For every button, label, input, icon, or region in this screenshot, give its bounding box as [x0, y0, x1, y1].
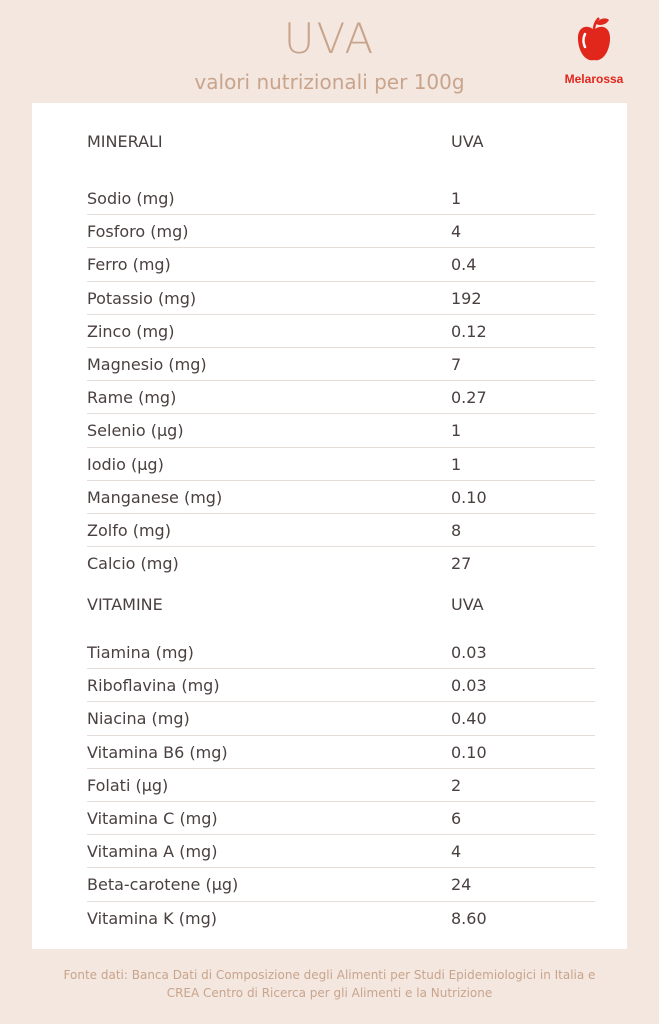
nutrient-name: Zolfo (mg)	[87, 520, 171, 540]
nutrient-name: Vitamina A (mg)	[87, 842, 218, 862]
table-row	[87, 182, 595, 215]
source-note	[20, 966, 639, 1002]
brand-name: Melarossa	[564, 72, 624, 86]
table-row	[87, 248, 595, 281]
nutrient-value: 0.10	[451, 487, 487, 507]
nutrient-name: Tiamina (mg)	[87, 643, 194, 662]
nutrition-table	[32, 103, 627, 949]
table-row	[87, 514, 595, 547]
nutrient-name: Niacina (mg)	[87, 709, 190, 729]
nutrient-value: 2	[451, 775, 462, 795]
source-line-1: Fonte dati: Banca Dati di Composizione degli Alimenti per Studi Epidemiologici in Italia e	[63, 968, 596, 982]
minerals-label: MINERALI	[87, 132, 163, 151]
vitamins-column-label: UVA	[451, 595, 484, 614]
table-row	[87, 547, 595, 579]
nutrient-name: Beta-carotene (µg)	[87, 875, 239, 895]
minerals-header	[87, 126, 595, 156]
nutrient-value: 0.4	[451, 255, 477, 275]
apple-icon	[575, 16, 613, 66]
nutrient-name: Potassio (mg)	[87, 288, 197, 308]
table-row	[87, 381, 595, 414]
nutrient-value: 1	[451, 189, 462, 208]
nutrient-name: Ferro (mg)	[87, 255, 171, 275]
nutrient-name: Vitamina K (mg)	[87, 908, 217, 928]
table-row	[87, 669, 595, 702]
table-row	[87, 448, 595, 481]
table-row	[87, 802, 595, 835]
nutrient-value: 4	[451, 222, 462, 242]
vitamins-header	[87, 589, 595, 619]
vitamins-label: VITAMINE	[87, 595, 163, 614]
table-row	[87, 835, 595, 868]
nutrient-name: Folati (µg)	[87, 775, 169, 795]
nutrient-value: 192	[451, 288, 482, 308]
nutrient-name: Vitamina B6 (mg)	[87, 742, 228, 762]
minerals-column-label: UVA	[451, 132, 484, 151]
nutrient-value: 0.12	[451, 321, 487, 341]
nutrient-name: Vitamina C (mg)	[87, 808, 218, 828]
nutrient-value: 8	[451, 520, 462, 540]
nutrient-value: 8.60	[451, 908, 487, 928]
nutrient-value: 0.27	[451, 388, 487, 408]
nutrient-value: 1	[451, 454, 462, 474]
nutrient-value: 27	[451, 554, 472, 574]
source-line-2: CREA Centro di Ricerca per gli Alimenti e la Nutrizione	[166, 986, 493, 1000]
table-row	[87, 736, 595, 769]
nutrient-name: Fosforo (mg)	[87, 222, 189, 242]
brand-logo	[556, 16, 632, 86]
table-row	[87, 868, 595, 901]
table-row	[87, 702, 595, 735]
page-title: UVA	[283, 14, 376, 63]
nutrient-value: 6	[451, 808, 462, 828]
table-row	[87, 282, 595, 315]
table-row	[87, 636, 595, 669]
page-subtitle: valori nutrizionali per 100g	[194, 70, 465, 94]
nutrient-value: 0.40	[451, 709, 487, 729]
nutrient-name: Iodio (µg)	[87, 454, 164, 474]
nutrient-name: Selenio (µg)	[87, 421, 184, 441]
nutrient-value: 4	[451, 842, 462, 862]
nutrient-name: Manganese (mg)	[87, 487, 223, 507]
table-row	[87, 769, 595, 802]
nutrient-value: 24	[451, 875, 472, 895]
table-row	[87, 315, 595, 348]
nutrient-value: 7	[451, 354, 462, 374]
nutrient-value: 0.10	[451, 742, 487, 762]
nutrient-name: Magnesio (mg)	[87, 354, 207, 374]
nutrient-name: Sodio (mg)	[87, 189, 175, 208]
minerals-rows	[87, 182, 595, 579]
nutrient-name: Zinco (mg)	[87, 321, 175, 341]
nutrient-name: Rame (mg)	[87, 388, 177, 408]
nutrient-value: 0.03	[451, 676, 487, 696]
nutrient-name: Riboflavina (mg)	[87, 676, 220, 696]
nutrient-value: 1	[451, 421, 462, 441]
table-row	[87, 902, 595, 934]
table-row	[87, 481, 595, 514]
table-row	[87, 348, 595, 381]
table-row	[87, 414, 595, 447]
vitamins-rows	[87, 636, 595, 934]
table-row	[87, 215, 595, 248]
nutrient-value: 0.03	[451, 643, 487, 662]
nutrient-name: Calcio (mg)	[87, 554, 179, 574]
